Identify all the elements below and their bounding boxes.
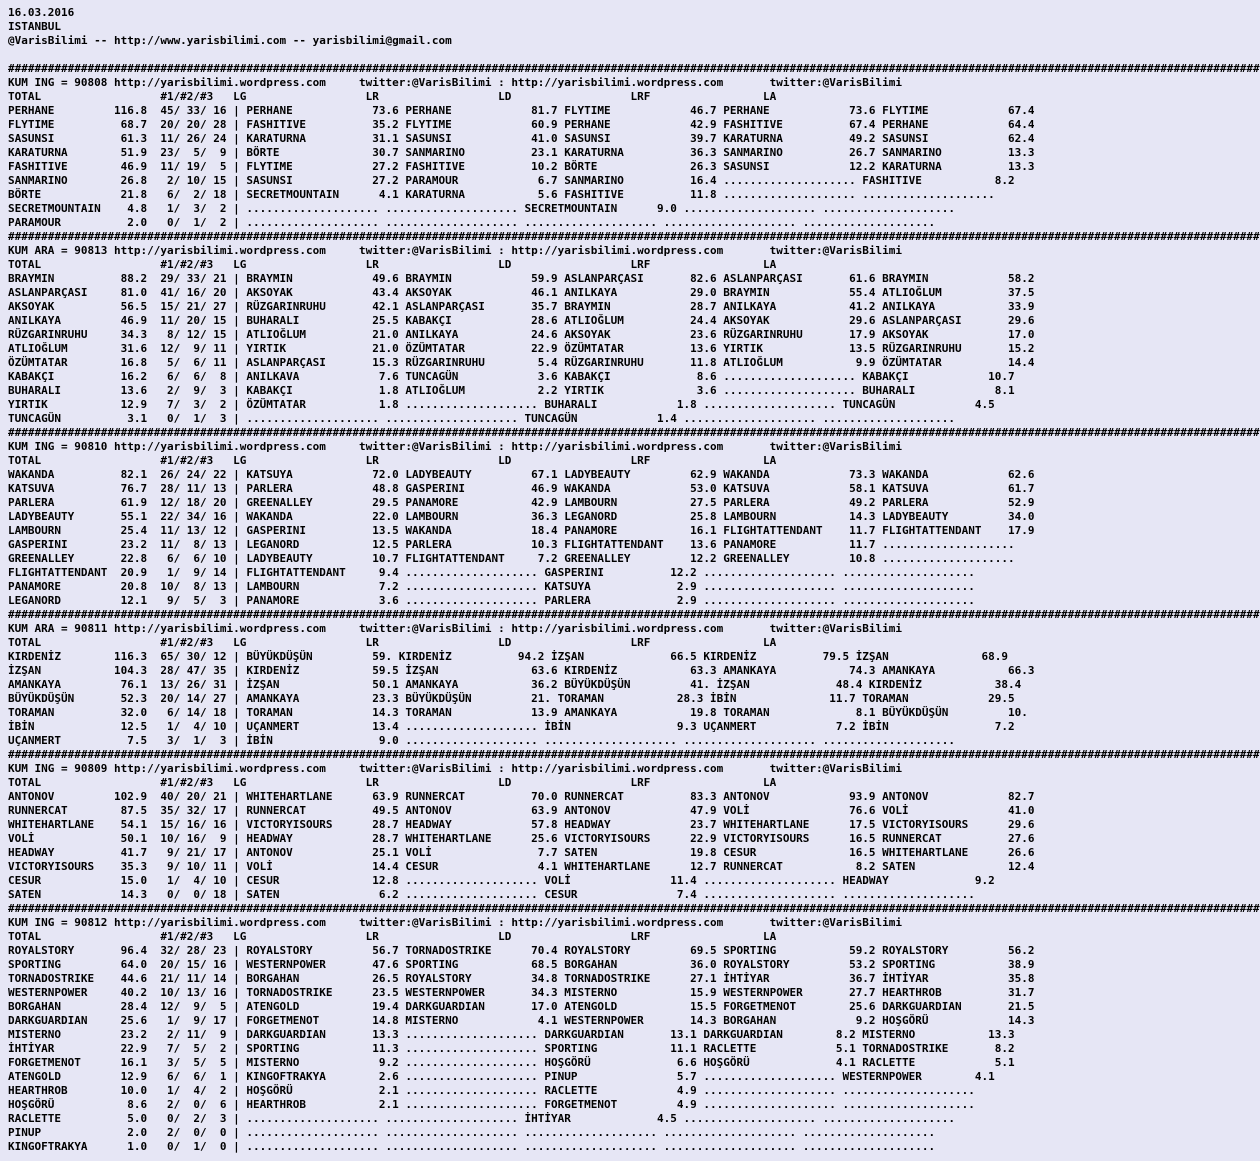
table-row: VICTORYISOURS 35.3 9/ 10/ 11 | VOLİ 14.4 CESUR 4.1 WHITEHARTLANE 12.7 RUNNERCAT 8.2 SATEN 12.4: [8, 860, 1035, 873]
race-sections: [8, 62, 1260, 1154]
table-row: PANAMORE 20.8 10/ 8/ 13 | LAMBOURN 7.2 .................... KATSUYA 2.9 .................... ....................: [8, 580, 975, 593]
table-row: WHITEHARTLANE 54.1 15/ 16/ 16 | VICTORYISOURS 28.7 HEADWAY 57.8 HEADWAY 23.7 WHITEHARTLANE 17.5 VICTORYISOURS 29.6: [8, 818, 1035, 831]
table-row: GASPERINI 23.2 11/ 8/ 13 | LEGANORD 12.5 PARLERA 10.3 FLIGHTATTENDANT 13.6 PANAMORE 11.7 ....................: [8, 538, 1015, 551]
table-row: PERHANE 116.8 45/ 33/ 16 | PERHANE 73.6 PERHANE 81.7 FLYTIME 46.7 PERHANE 73.6 FLYTIME 67.4: [8, 104, 1035, 117]
column-header: TOTAL #1/#2/#3 LG LR LD LRF LA: [8, 258, 777, 271]
column-header: TOTAL #1/#2/#3 LG LR LD LRF LA: [8, 636, 777, 649]
column-header: TOTAL #1/#2/#3 LG LR LD LRF LA: [8, 454, 777, 467]
table-row: İZŞAN 104.3 28/ 47/ 35 | KIRDENİZ 59.5 İZŞAN 63.6 KIRDENİZ 63.3 AMANKAYA 74.3 AMANKAYA 66.3: [8, 664, 1035, 677]
race-title: KUM ARA = 90811 http://yarisbilimi.wordpress.com twitter:@VarisBilimi : http://yarisbilimi.wordpress.com twitter:@VarisBilimi: [8, 622, 903, 635]
race-title: KUM ARA = 90813 http://yarisbilimi.wordpress.com twitter:@VarisBilimi : http://yarisbilimi.wordpress.com twitter:@VarisBilimi: [8, 244, 903, 257]
table-row: İBİN 12.5 1/ 4/ 10 | UÇANMERT 13.4 .................... İBİN 9.3 UÇANMERT 7.2 İBİN 7.2: [8, 720, 1015, 733]
report-contact: @VarisBilimi -- http://www.yarisbilimi.com -- yarisbilimi@gmail.com: [8, 34, 452, 47]
section-divider: #############################################################################################################################################################################################: [8, 426, 1260, 439]
race-section: [8, 230, 1260, 426]
table-row: SASUNSI 61.3 11/ 26/ 24 | KARATURNA 31.1 SASUNSI 41.0 SASUNSI 39.7 KARATURNA 49.2 SASUNSI 62.4: [8, 132, 1035, 145]
table-row: WESTERNPOWER 40.2 10/ 13/ 16 | TORNADOSTRIKE 23.5 WESTERNPOWER 34.3 MISTERNO 15.9 WESTERNPOWER 27.7 HEARTHROB 31.7: [8, 986, 1035, 999]
table-row: ROYALSTORY 96.4 32/ 28/ 23 | ROYALSTORY 56.7 TORNADOSTRIKE 70.4 ROYALSTORY 69.5 SPORTING 59.2 ROYALSTORY 56.2: [8, 944, 1035, 957]
table-row: CESUR 15.0 1/ 4/ 10 | CESUR 12.8 .................... VOLİ 11.4 .................... HEADWAY 9.2: [8, 874, 995, 887]
table-row: SECRETMOUNTAIN 4.8 1/ 3/ 2 | .................... .................... SECRETMOUNTAIN 9.0 .................... ....................: [8, 202, 956, 215]
table-row: HEARTHROB 10.0 1/ 4/ 2 | HOŞGÖRÜ 2.1 .................... RACLETTE 4.9 .................... ....................: [8, 1084, 975, 1097]
table-row: PARAMOUR 2.0 0/ 1/ 2 | .................... .................... .................... .................... ....................: [8, 216, 936, 229]
table-row: ANILKAYA 46.9 11/ 20/ 15 | BUHARALI 25.5 KABAKÇI 28.6 ATLIOĞLUM 24.4 AKSOYAK 29.6 ASLANPARÇASI 29.6: [8, 314, 1035, 327]
table-row: BRAYMIN 88.2 29/ 33/ 21 | BRAYMIN 49.6 BRAYMIN 59.9 ASLANPARÇASI 82.6 ASLANPARÇASI 61.6 BRAYMIN 58.2: [8, 272, 1035, 285]
table-row: FORGETMENOT 16.1 3/ 5/ 5 | MISTERNO 9.2 .................... HOŞGÖRÜ 6.6 HOŞGÖRÜ 4.1 RACLETTE 5.1: [8, 1056, 1015, 1069]
race-section: [8, 426, 1260, 608]
table-row: PINUP 2.0 2/ 0/ 0 | .................... .................... .................... .................... ....................: [8, 1126, 936, 1139]
race-title: KUM ING = 90808 http://yarisbilimi.wordpress.com twitter:@VarisBilimi : http://yarisbilimi.wordpress.com twitter:@VarisBilimi: [8, 76, 903, 89]
table-row: BÖRTE 21.8 6/ 2/ 18 | SECRETMOUNTAIN 4.1 KARATURNA 5.6 FASHITIVE 11.8 .................... ....................: [8, 188, 995, 201]
table-row: KARATURNA 51.9 23/ 5/ 9 | BÖRTE 30.7 SANMARINO 23.1 KARATURNA 36.3 SANMARINO 26.7 SANMARINO 13.3: [8, 146, 1035, 159]
race-title: KUM ING = 90809 http://yarisbilimi.wordpress.com twitter:@VarisBilimi : http://yarisbilimi.wordpress.com twitter:@VarisBilimi: [8, 762, 903, 775]
blank-line: [8, 48, 1068, 62]
table-row: GREENALLEY 22.8 6/ 6/ 10 | LADYBEAUTY 10.7 FLIGHTATTENDANT 7.2 GREENALLEY 12.2 GREENALLEY 10.8 ....................: [8, 552, 1015, 565]
table-row: FLYTIME 68.7 20/ 20/ 28 | FASHITIVE 35.2 FLYTIME 60.9 PERHANE 42.9 FASHITIVE 67.4 PERHANE 64.4: [8, 118, 1035, 131]
table-row: RACLETTE 5.0 0/ 2/ 3 | .................... .................... İHTİYAR 4.5 .................... ....................: [8, 1112, 956, 1125]
table-row: BORGAHAN 28.4 12/ 9/ 5 | ATENGOLD 19.4 DARKGUARDIAN 17.0 ATENGOLD 15.5 FORGETMENOT 25.6 DARKGUARDIAN 21.5: [8, 1000, 1035, 1013]
table-row: FLIGHTATTENDANT 20.9 1/ 9/ 14 | FLIGHTATTENDANT 9.4 .................... GASPERINI 12.2 .................... ....................: [8, 566, 975, 579]
table-row: LADYBEAUTY 55.1 22/ 34/ 16 | WAKANDA 22.0 LAMBOURN 36.3 LEGANORD 25.8 LAMBOURN 14.3 LADYBEAUTY 34.0: [8, 510, 1035, 523]
section-divider: #############################################################################################################################################################################################: [8, 608, 1260, 621]
table-row: SATEN 14.3 0/ 0/ 18 | SATEN 6.2 .................... CESUR 7.4 .................... ....................: [8, 888, 975, 901]
table-row: TORNADOSTRIKE 44.6 21/ 11/ 14 | BORGAHAN 26.5 ROYALSTORY 34.8 TORNADOSTRIKE 27.1 İHTİYAR 36.7 İHTİYAR 35.8: [8, 972, 1035, 985]
table-row: VOLİ 50.1 10/ 16/ 9 | HEADWAY 28.7 WHITEHARTLANE 25.6 VICTORYISOURS 22.9 VICTORYISOURS 16.5 RUNNERCAT 27.6: [8, 832, 1035, 845]
table-row: HEADWAY 41.7 9/ 21/ 17 | ANTONOV 25.1 VOLİ 7.7 SATEN 19.8 CESUR 16.5 WHITEHARTLANE 26.6: [8, 846, 1035, 859]
table-row: UÇANMERT 7.5 3/ 1/ 3 | İBİN 9.0 .................... .................... .................... ....................: [8, 734, 956, 747]
table-row: MISTERNO 23.2 2/ 11/ 9 | DARKGUARDIAN 13.3 .................... DARKGUARDIAN 13.1 DARKGUARDIAN 8.2 MISTERNO 13.3: [8, 1028, 1015, 1041]
table-row: RUNNERCAT 87.5 35/ 32/ 17 | RUNNERCAT 49.5 ANTONOV 63.9 ANTONOV 47.9 VOLİ 76.6 VOLİ 41.0: [8, 804, 1035, 817]
table-row: LEGANORD 12.1 9/ 5/ 3 | PANAMORE 3.6 .................... PARLERA 2.9 .................... ....................: [8, 594, 975, 607]
table-row: FASHITIVE 46.9 11/ 19/ 5 | FLYTIME 27.2 FASHITIVE 10.2 BÖRTE 26.3 SASUNSI 12.2 KARATURNA 13.3: [8, 160, 1035, 173]
table-row: KIRDENİZ 116.3 65/ 30/ 12 | BÜYÜKDÜŞÜN 59. KIRDENİZ 94.2 İZŞAN 66.5 KIRDENİZ 79.5 İZŞAN 68.9: [8, 650, 1009, 663]
column-header: TOTAL #1/#2/#3 LG LR LD LRF LA: [8, 776, 777, 789]
table-row: AKSOYAK 56.5 15/ 21/ 27 | RÜZGARINRUHU 42.1 ASLANPARÇASI 35.7 BRAYMIN 28.7 ANILKAYA 41.2 ANILKAYA 33.9: [8, 300, 1035, 313]
race-section: [8, 62, 1260, 230]
race-section: [8, 902, 1260, 1154]
table-row: YIRTIK 12.9 7/ 3/ 2 | ÖZÜMTATAR 1.8 .................... BUHARALI 1.8 .................... TUNCAGÜN 4.5: [8, 398, 995, 411]
race-title: KUM ING = 90812 http://yarisbilimi.wordpress.com twitter:@VarisBilimi : http://yarisbilimi.wordpress.com twitter:@VarisBilimi: [8, 916, 903, 929]
table-row: TUNCAGÜN 3.1 0/ 1/ 3 | .................... .................... TUNCAGÜN 1.4 .................... ....................: [8, 412, 956, 425]
section-divider: #############################################################################################################################################################################################: [8, 230, 1260, 243]
table-row: RÜZGARINRUHU 34.3 8/ 12/ 15 | ATLIOĞLUM 21.0 ANILKAYA 24.6 AKSOYAK 23.6 RÜZGARINRUHU 17.9 AKSOYAK 17.0: [8, 328, 1035, 341]
table-row: ATENGOLD 12.9 6/ 6/ 1 | KINGOFTRAKYA 2.6 .................... PINUP 5.7 .................... WESTERNPOWER 4.1: [8, 1070, 995, 1083]
race-section: [8, 748, 1260, 902]
table-row: İHTİYAR 22.9 7/ 5/ 2 | SPORTING 11.3 .................... SPORTING 11.1 RACLETTE 5.1 TORNADOSTRIKE 8.2: [8, 1042, 1015, 1055]
table-row: ANTONOV 102.9 40/ 20/ 21 | WHITEHARTLANE 63.9 RUNNERCAT 70.0 RUNNERCAT 83.3 ANTONOV 93.9 ANTONOV 82.7: [8, 790, 1035, 803]
table-row: ÖZÜMTATAR 16.8 5/ 6/ 11 | ASLANPARÇASI 15.3 RÜZGARINRUHU 5.4 RÜZGARINRUHU 11.8 ATLIOĞLUM 9.9 ÖZÜMTATAR 14.4: [8, 356, 1035, 369]
table-row: AMANKAYA 76.1 13/ 26/ 31 | İZŞAN 50.1 AMANKAYA 36.2 BÜYÜKDÜŞÜN 41. İZŞAN 48.4 KIRDENİZ 38.4: [8, 678, 1022, 691]
report-city: ISTANBUL: [8, 20, 61, 33]
table-row: HOŞGÖRÜ 8.6 2/ 0/ 6 | HEARTHROB 2.1 .................... FORGETMENOT 4.9 .................... ....................: [8, 1098, 975, 1111]
table-row: ATLIOĞLUM 31.6 12/ 9/ 11 | YIRTIK 21.0 ÖZÜMTATAR 22.9 ÖZÜMTATAR 13.6 YIRTIK 13.5 RÜZGARINRUHU 15.2: [8, 342, 1035, 355]
table-row: TORAMAN 32.0 6/ 14/ 18 | TORAMAN 14.3 TORAMAN 13.9 AMANKAYA 19.8 TORAMAN 8.1 BÜYÜKDÜŞÜN 10.: [8, 706, 1028, 719]
table-row: DARKGUARDIAN 25.6 1/ 9/ 17 | FORGETMENOT 14.8 MISTERNO 4.1 WESTERNPOWER 14.3 BORGAHAN 9.2 HOŞGÖRÜ 14.3: [8, 1014, 1035, 1027]
race-title: KUM ING = 90810 http://yarisbilimi.wordpress.com twitter:@VarisBilimi : http://yarisbilimi.wordpress.com twitter:@VarisBilimi: [8, 440, 903, 453]
table-row: KINGOFTRAKYA 1.0 0/ 1/ 0 | .................... .................... .................... .................... ....................: [8, 1140, 936, 1153]
race-section: [8, 608, 1260, 748]
report-date: 16.03.2016: [8, 6, 75, 19]
table-row: KATSUVA 76.7 28/ 11/ 13 | PARLERA 48.8 GASPERINI 46.9 WAKANDA 53.0 KATSUVA 58.1 KATSUVA 61.7: [8, 482, 1035, 495]
table-row: KABAKÇI 16.2 6/ 6/ 8 | ANILKAVA 7.6 TUNCAGÜN 3.6 KABAKÇI 8.6 .................... KABAKÇI 10.7: [8, 370, 1015, 383]
table-row: ASLANPARÇASI 81.0 41/ 16/ 20 | AKSOYAK 43.4 AKSOYAK 46.1 ANILKAYA 29.0 BRAYMIN 55.4 ATLIOĞLUM 37.5: [8, 286, 1035, 299]
column-header: TOTAL #1/#2/#3 LG LR LD LRF LA: [8, 930, 777, 943]
table-row: PARLERA 61.9 12/ 18/ 20 | GREENALLEY 29.5 PANAMORE 42.9 LAMBOURN 27.5 PARLERA 49.2 PARLERA 52.9: [8, 496, 1035, 509]
table-row: BÜYÜKDÜŞÜN 52.3 20/ 14/ 27 | AMANKAYA 23.3 BÜYÜKDÜŞÜN 21. TORAMAN 28.3 İBİN 11.7 TORAMAN 29.5: [8, 692, 1015, 705]
table-row: SPORTING 64.0 20/ 15/ 16 | WESTERNPOWER 47.6 SPORTING 68.5 BORGAHAN 36.0 ROYALSTORY 53.2 SPORTING 38.9: [8, 958, 1035, 971]
section-divider: #############################################################################################################################################################################################: [8, 902, 1260, 915]
table-row: BUHARALI 13.6 2/ 9/ 3 | KABAKÇI 1.8 ATLIOĞLUM 2.2 YIRTIK 3.6 .................... BUHARALI 8.1: [8, 384, 1015, 397]
table-row: SANMARINO 26.8 2/ 10/ 15 | SASUNSI 27.2 PARAMOUR 6.7 SANMARINO 16.4 .................... FASHITIVE 8.2: [8, 174, 1015, 187]
table-row: WAKANDA 82.1 26/ 24/ 22 | KATSUYA 72.0 LADYBEAUTY 67.1 LADYBEAUTY 62.9 WAKANDA 73.3 WAKANDA 62.6: [8, 468, 1035, 481]
column-header: TOTAL #1/#2/#3 LG LR LD LRF LA: [8, 90, 777, 103]
section-divider: #############################################################################################################################################################################################: [8, 62, 1260, 75]
report-document: [8, 6, 1260, 1154]
section-divider: #############################################################################################################################################################################################: [8, 748, 1260, 761]
table-row: LAMBOURN 25.4 11/ 13/ 12 | GASPERINI 13.5 WAKANDA 18.4 PANAMORE 16.1 FLIGHTATTENDANT 11.7 FLIGHTATTENDANT 17.9: [8, 524, 1035, 537]
